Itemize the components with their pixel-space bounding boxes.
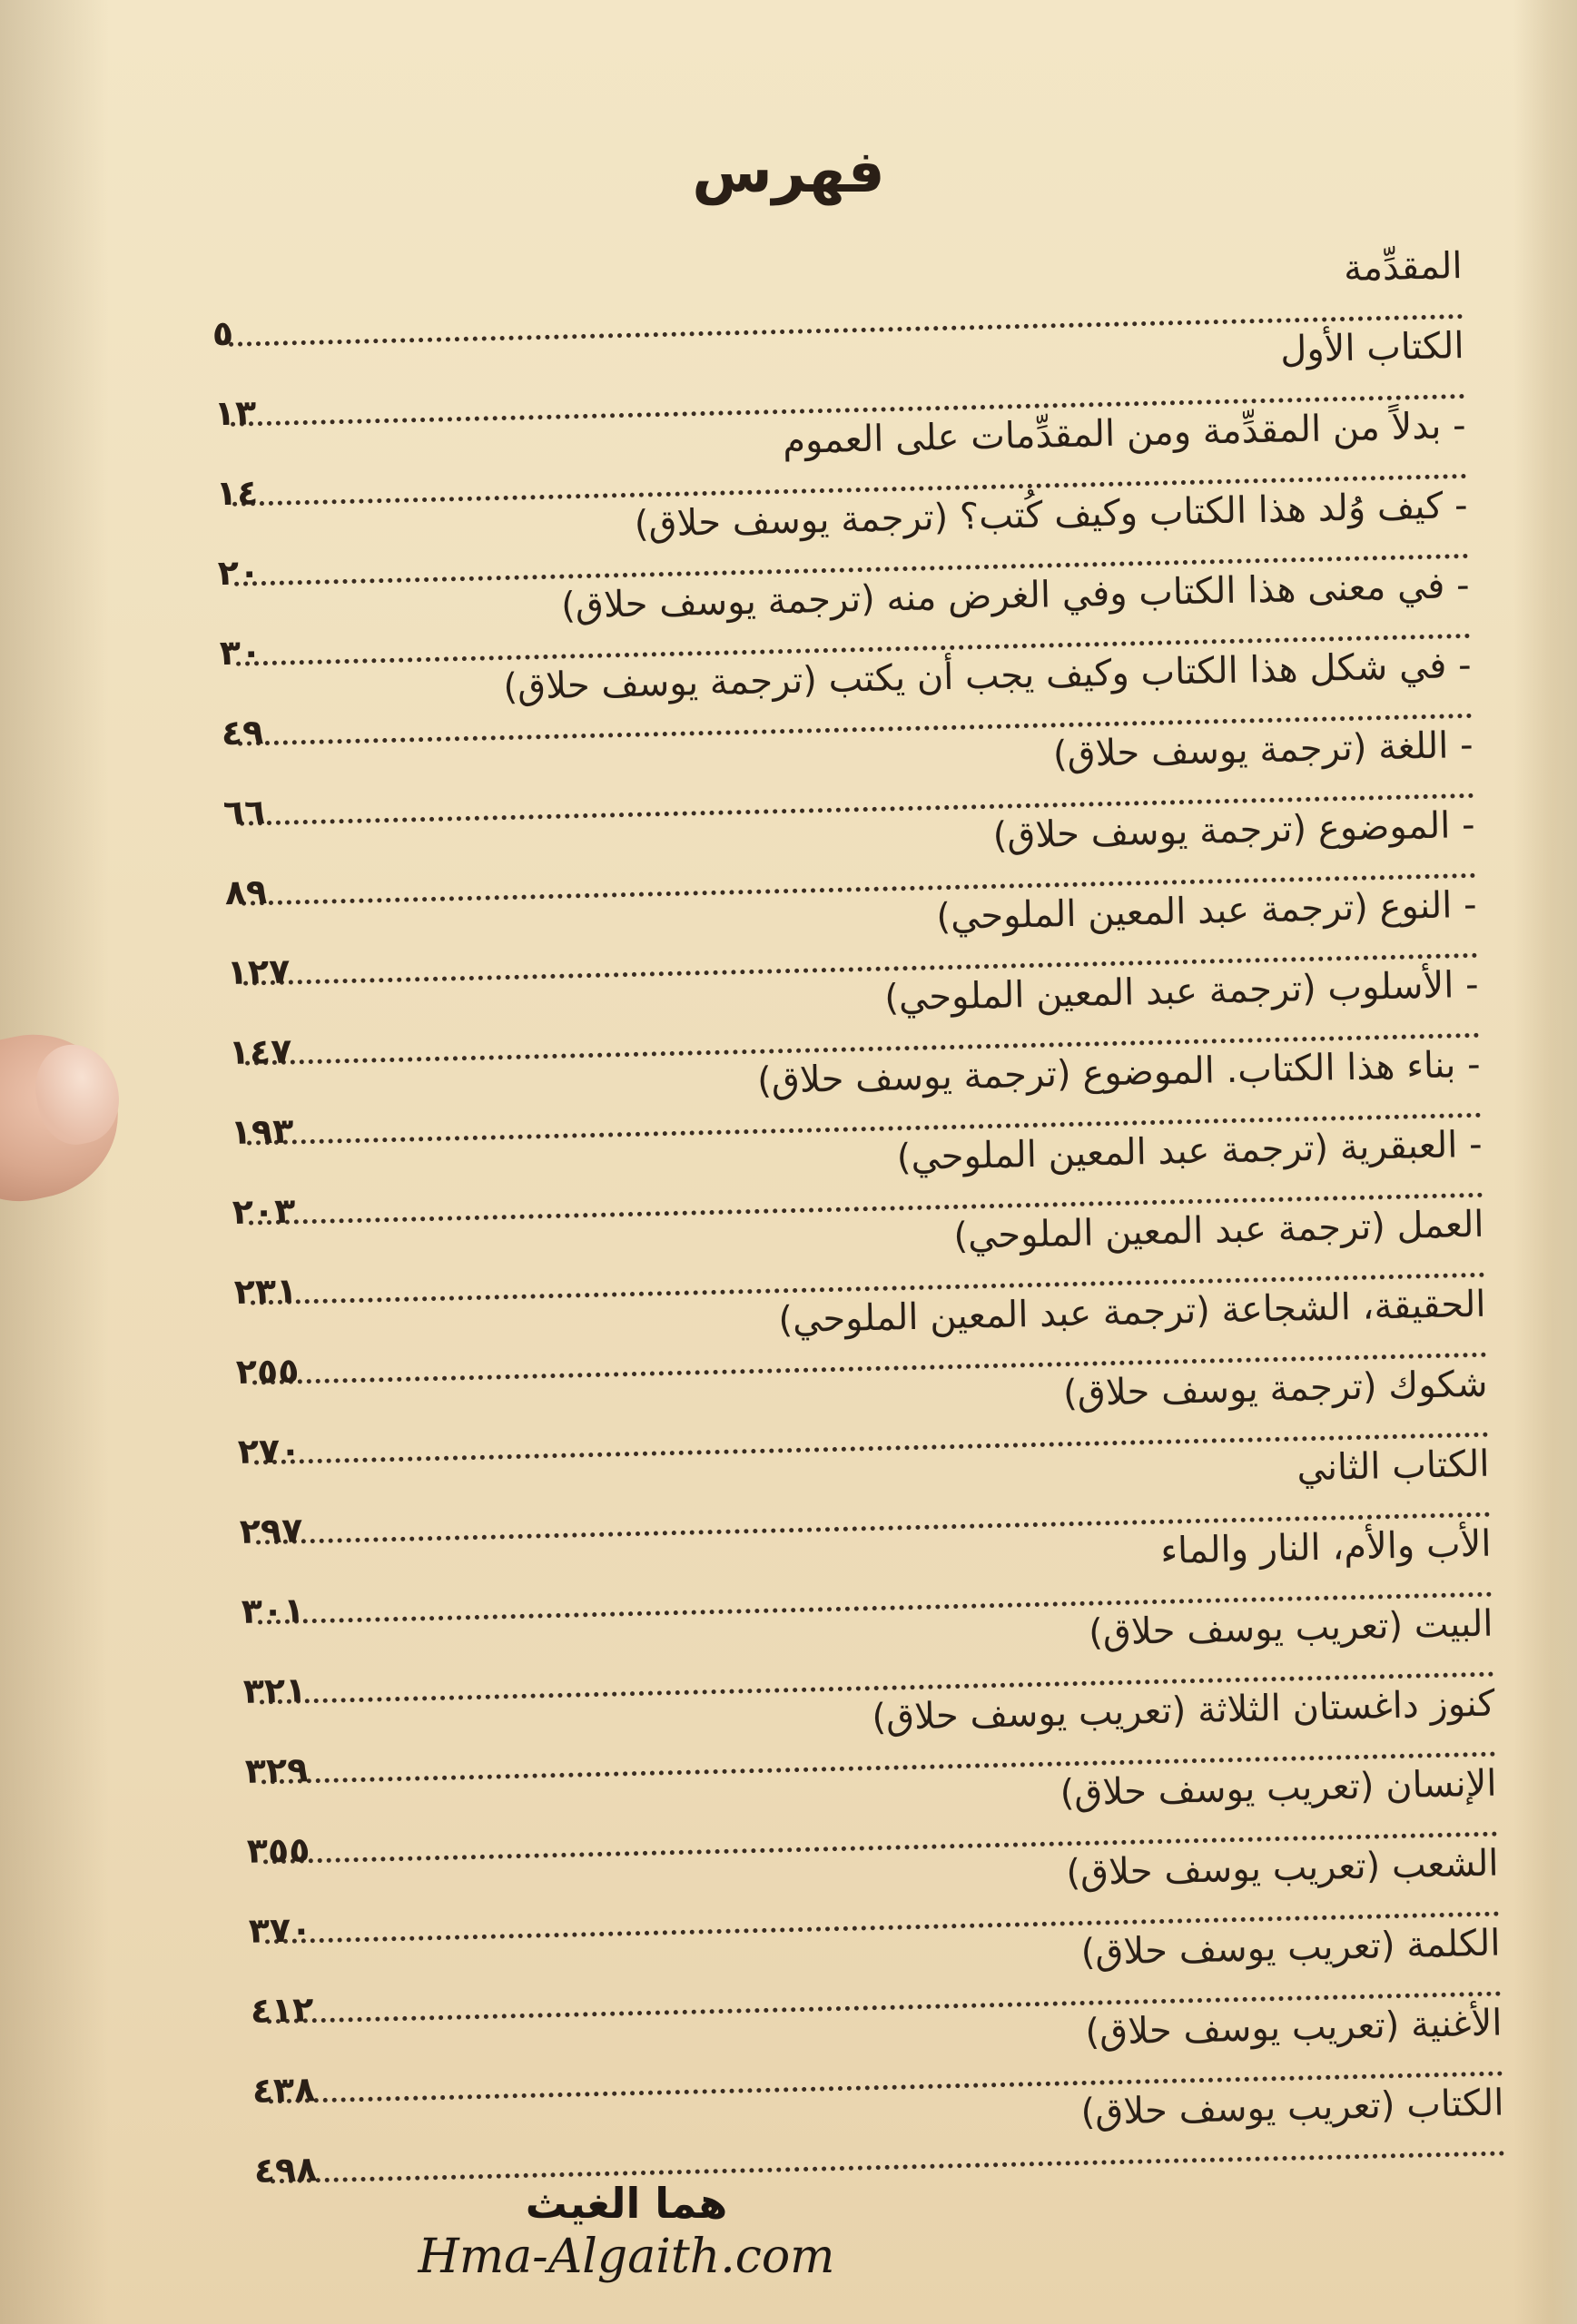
toc-entry-page: ١٢٧ [226,950,291,993]
toc-entry-title: العمل (ترجمة عبد المعين الملوحي) [952,1203,1485,1257]
toc-entry-title: الشعب (تعريب يوسف حلاق) [1065,1842,1499,1895]
toc-entry-title: - بدلاً من المقدِّمة ومن المقدِّمات على العموم [782,404,1467,463]
table-of-contents [212,245,1505,2191]
toc-entry-title: الكتاب الأول [1279,324,1465,371]
toc-entry-page: ٣٠ [219,632,262,674]
toc-entry-page: ٢٠ [217,552,261,594]
toc-entry-title: الأب والأم، النار والماء [1159,1522,1492,1572]
toc-entry-title: الكتاب الثاني [1296,1443,1490,1490]
toc-entry-page: ٤٩ [221,712,264,753]
toc-entry-title: - اللغة (ترجمة يوسف حلاق) [1052,724,1474,776]
toc-entry-title: - الموضوع (ترجمة يوسف حلاق) [992,803,1476,857]
toc-entry-title: البيت (تعريب يوسف حلاق) [1088,1602,1493,1654]
toc-entry-title: الكلمة (تعريب يوسف حلاق) [1080,1922,1501,1974]
toc-entry-title: المقدِّمة [1343,245,1464,290]
toc-entry-title: الإنسان (تعريب يوسف حلاق) [1060,1762,1497,1815]
toc-entry-title: - في معنى هذا الكتاب وفي الغرض منه (ترجمة يوسف حلاق) [560,564,1471,627]
watermark-arabic: هما الغيث [525,2179,728,2228]
toc-entry-title: - النوع (ترجمة عبد المعين الملوحي) [935,883,1478,939]
toc-entry-title: - العبقرية (ترجمة عبد المعين الملوحي) [896,1123,1483,1179]
toc-entry-title: الأغنية (تعريب يوسف حلاق) [1084,2002,1503,2053]
toc-entry-title: - الأسلوب (ترجمة عبد المعين الملوحي) [883,963,1480,1019]
toc-entry-title: كنوز داغستان الثلاثة (تعريب يوسف حلاق) [871,1682,1495,1739]
toc-entry-page: ٤٣٨ [251,2069,316,2111]
toc-entry-page: ١٤ [215,472,259,514]
toc-entry-title: الحقيقة، الشجاعة (ترجمة عبد المعين الملوحي) [777,1283,1486,1342]
toc-entry-page: ٥ [212,312,234,354]
toc-entry-title: - في شكل هذا الكتاب وكيف يجب أن يكتب (ترجمة يوسف حلاق) [502,644,1473,709]
toc-entry-title: شكوك (ترجمة يوسف حلاق) [1062,1363,1488,1415]
toc-entry-page: ٢٥٥ [235,1350,300,1392]
toc-entry-page: ٨٩ [224,872,268,913]
toc-entry-page: ٢٠٣ [232,1190,296,1232]
toc-entry-page: ٣٢١ [242,1669,307,1711]
toc-entry-page: ٦٦ [222,792,266,833]
toc-entry-page: ٣٢٩ [244,1749,309,1791]
toc-entry-page: ٢٩٧ [239,1510,303,1551]
toc-entry-page: ٤١٢ [250,1989,314,2031]
toc-entry-page: ٤٩٨ [253,2149,318,2191]
watermark [399,2179,853,2284]
page-title: فهرس [692,138,885,206]
page-edge [1513,0,1577,2324]
toc-entry-page: ٢٣١ [233,1270,298,1312]
toc-entry-page: ١٣ [213,392,257,434]
toc-entry-page: ١٤٧ [228,1030,292,1073]
toc-entry-page: ٣٥٥ [246,1829,310,1871]
toc-entry-page: ٢٧٠ [237,1430,301,1472]
toc-entry-page: ٣٧٠ [248,1909,312,1951]
toc-entry-title: - كيف وُلد هذا الكتاب وكيف كُتب؟ (ترجمة يوسف حلاق) [634,484,1469,546]
toc-entry-page: ٣٠١ [241,1590,305,1631]
toc-entry-page: ١٩٣ [230,1110,294,1153]
toc-entry-title: - بناء هذا الكتاب. الموضوع (ترجمة يوسف حلاق) [756,1043,1482,1102]
toc-entry-title: الكتاب (تعريب يوسف حلاق) [1080,2082,1504,2134]
watermark-latin: Hma-Algaith.com [418,2230,835,2284]
